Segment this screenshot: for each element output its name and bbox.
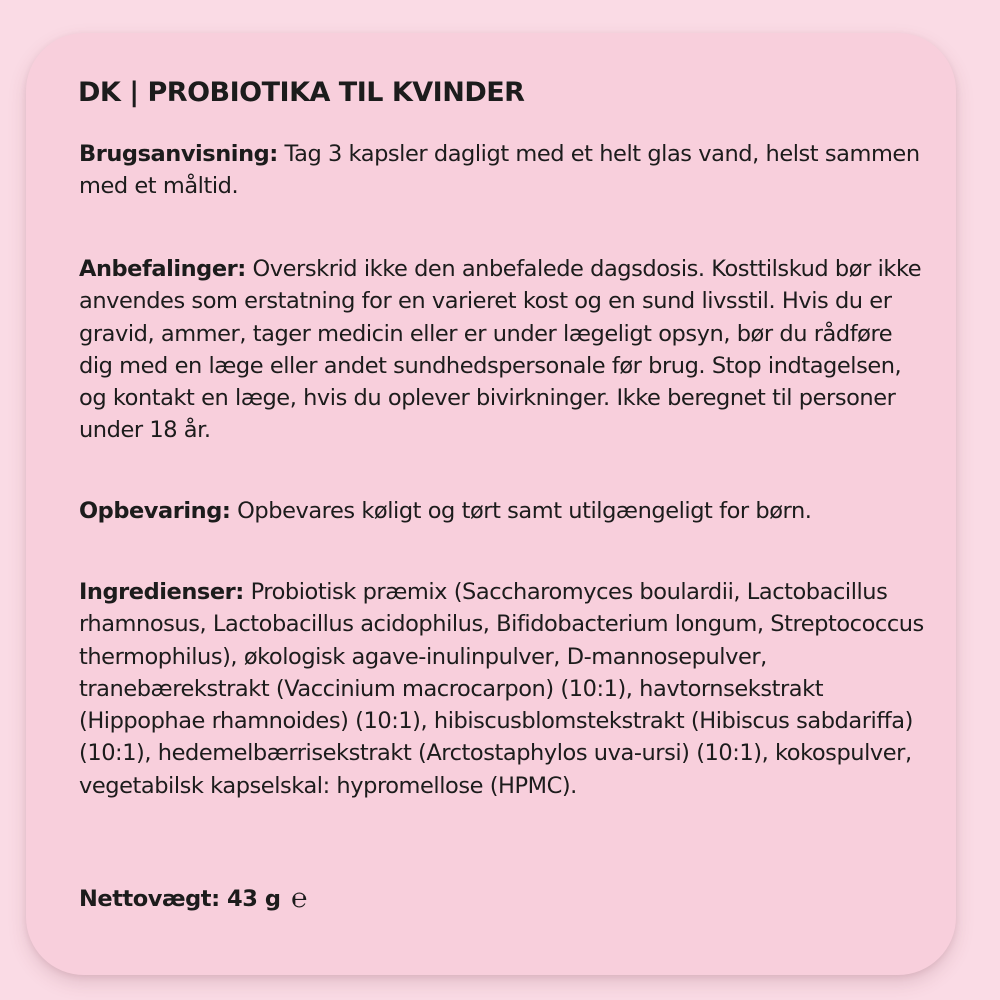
estimated-sign-icon: ℮ — [291, 883, 307, 914]
storage-text: Opbevares køligt og tørt samt utilgængeligt for børn. — [237, 498, 812, 524]
recommendations-section — [79, 253, 929, 447]
ingredients-section — [79, 576, 929, 802]
ingredients-text: Probiotisk præmix (Saccharomyces boulardii, Lactobacillus rhamnosus, Lactobacillus acidophilus, Bifidobacterium longum, Streptococcus thermophilus), økologisk agave-inulinpulver, D-mannosepulver, tranebærekstrakt (Vaccinium macrocarpon) (10:1), havtornsekstrakt (Hippophae rhamnoides) (10:1), hibiscusblomstekstrakt (Hibiscus sabdariffa) (10:1), hedemelbærrisekstrakt (Arctostaphylos uva-ursi) (10:1), kokospulver, vegetabilsk kapselskal: hypromellose (HPMC). — [79, 579, 924, 799]
label-card — [26, 33, 956, 975]
ingredients-label: Ingredienser: — [79, 579, 244, 605]
recommendations-text: Overskrid ikke den anbefalede dagsdosis. Kosttilskud bør ikke anvendes som erstatning for en varieret kost og en sund livsstil. Hvis du er gravid, ammer, tager medicin eller er under lægeligt opsyn, bør du rådføre dig med en læge eller andet sundhedspersonale før brug. Stop indtagelsen, og kontakt en læge, hvis du oplever bivirkninger. Ikke beregnet til personer under 18 år. — [79, 256, 922, 444]
storage-label: Opbevaring: — [79, 498, 231, 524]
page-title: DK | PROBIOTIKA TIL KVINDER — [78, 77, 525, 108]
net-weight-label: Nettovægt: 43 g — [79, 886, 281, 912]
storage-section — [79, 495, 929, 527]
usage-label: Brugsanvisning: — [79, 141, 278, 167]
usage-text: Tag 3 kapsler dagligt med et helt glas vand, helst sammen med et måltid. — [79, 141, 920, 200]
net-weight-section — [79, 883, 929, 915]
usage-section — [79, 138, 929, 203]
recommendations-label: Anbefalinger: — [79, 256, 246, 282]
